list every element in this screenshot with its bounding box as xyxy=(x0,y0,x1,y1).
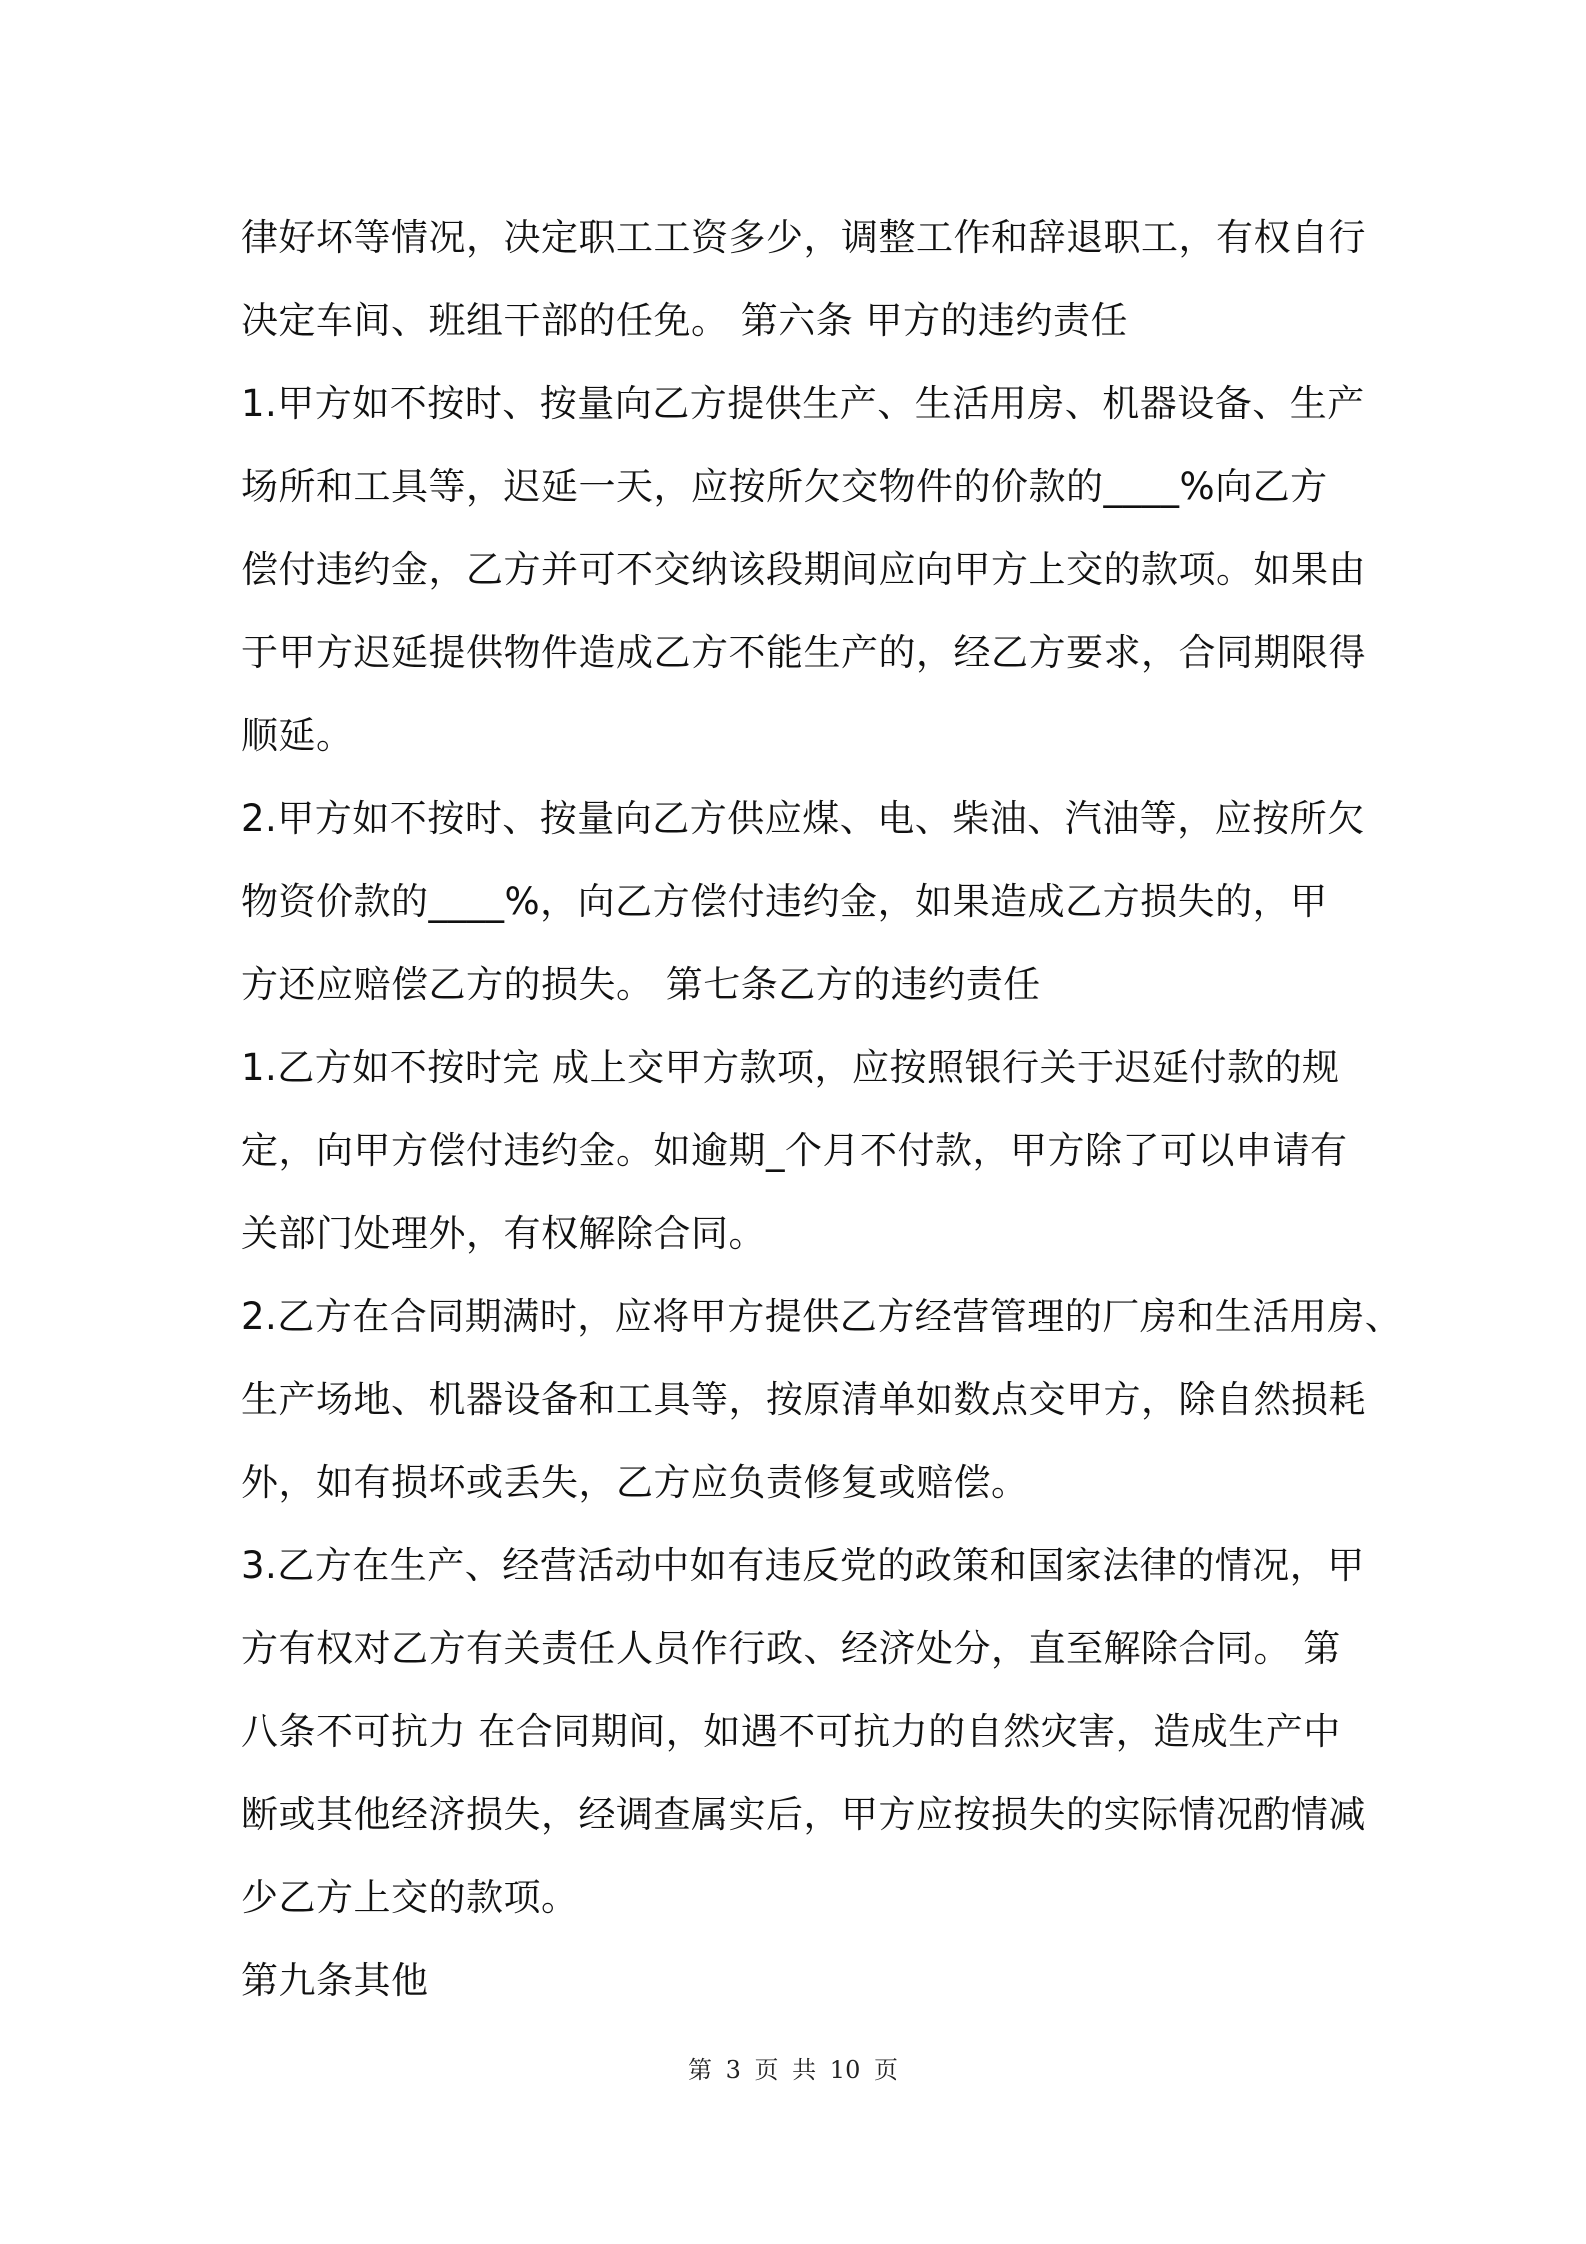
text-line: 少乙方上交的款项。 xyxy=(241,1876,579,1919)
text-line: 1.甲方如不按时、按量向乙方提供生产、生活用房、机器设备、生产 xyxy=(241,382,1365,425)
text-line: 定，向甲方偿付违约金。如逾期_个月不付款，甲方除了可以申请有 xyxy=(241,1129,1348,1172)
text-line: 3.乙方在生产、经营活动中如有违反党的政策和国家法律的情况，甲 xyxy=(241,1544,1365,1587)
text-line: 偿付违约金，乙方并可不交纳该段期间应向甲方上交的款项。如果由 xyxy=(241,548,1366,591)
text-line: 1.乙方如不按时完 成上交甲方款项，应按照银行关于迟延付款的规 xyxy=(241,1046,1340,1089)
text-line: 八条不可抗力 在合同期间，如遇不可抗力的自然灾害，造成生产中 xyxy=(241,1710,1341,1753)
text-line: 2.甲方如不按时、按量向乙方供应煤、电、柴油、汽油等，应按所欠 xyxy=(241,797,1365,840)
text-line: 2.乙方在合同期满时，应将甲方提供乙方经营管理的厂房和生活用房、 xyxy=(241,1295,1403,1338)
text-line: 方有权对乙方有关责任人员作行政、经济处分，直至解除合同。 第 xyxy=(241,1627,1341,1670)
text-line: 外，如有损坏或丢失，乙方应负责修复或赔偿。 xyxy=(241,1461,1029,1504)
text-line: 断或其他经济损失，经调查属实后，甲方应按损失的实际情况酌情减 xyxy=(241,1793,1366,1836)
text-line: 决定车间、班组干部的任免。 第六条 甲方的违约责任 xyxy=(241,299,1129,342)
text-line: 顺延。 xyxy=(241,714,354,757)
contract-body xyxy=(241,196,1403,2022)
text-line: 场所和工具等，迟延一天，应按所欠交物件的价款的____%向乙方 xyxy=(241,465,1328,508)
text-line: 生产场地、机器设备和工具等，按原清单如数点交甲方，除自然损耗 xyxy=(241,1378,1366,1421)
text-line: 关部门处理外，有权解除合同。 xyxy=(241,1212,766,1255)
page-number-footer: 第 3 页 共 10 页 xyxy=(688,2056,898,2084)
section-heading: 第九条其他 xyxy=(241,1959,429,2002)
text-line: 物资价款的____%，向乙方偿付违约金，如果造成乙方损失的，甲 xyxy=(241,880,1328,923)
text-line: 于甲方迟延提供物件造成乙方不能生产的，经乙方要求，合同期限得 xyxy=(241,631,1366,674)
text-line: 方还应赔偿乙方的损失。 第七条乙方的违约责任 xyxy=(241,963,1041,1006)
text-line: 律好坏等情况，决定职工工资多少，调整工作和辞退职工，有权自行 xyxy=(241,216,1366,259)
